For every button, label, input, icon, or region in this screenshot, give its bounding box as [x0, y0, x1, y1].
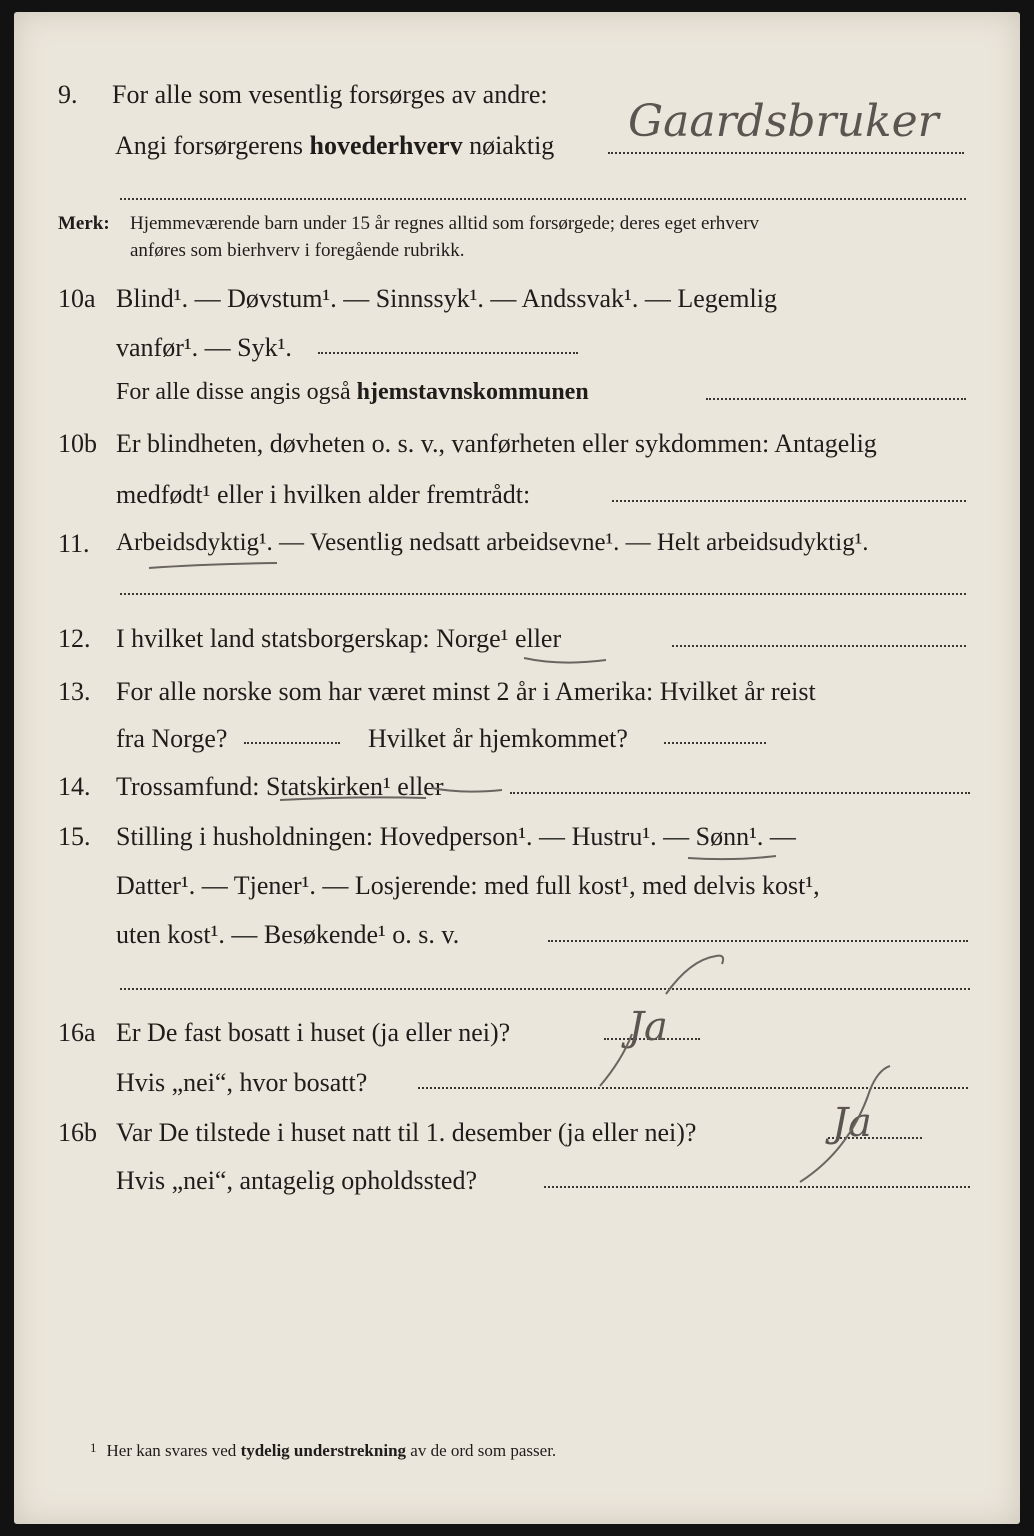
q10a-line1: Blind¹. — Døvstum¹. — Sinnssyk¹. — Andssvak¹. — Legemlig [116, 284, 777, 313]
q14-handwritten-underline [276, 780, 512, 806]
q13-number: 13. [58, 677, 91, 706]
q12-line1: I hvilket land statsborgerskap: Norge¹ eller [116, 624, 562, 653]
q9-line1: For alle som vesentlig forsørges av andre: [112, 80, 548, 109]
q16b-handwritten-answer: Ja [832, 1100, 872, 1146]
merk-line1: Hjemmeværende barn under 15 år regnes alltid som forsørgede; deres eget erhverv [130, 213, 760, 234]
merk-line2: anføres som bierhverv i foregående rubrikk. [130, 240, 465, 261]
q9-answer-line [608, 152, 964, 154]
q11-number: 11. [58, 529, 90, 558]
q14-number: 14. [58, 772, 91, 801]
q12-norge-underlined: Norge¹ [436, 624, 509, 653]
q13-line2a-dots [244, 742, 340, 744]
q10b-line2: medfødt¹ eller i hvilken alder fremtrådt: [116, 480, 531, 509]
q16a-line1: Er De fast bosatt i huset (ja eller nei)? [116, 1018, 511, 1047]
q15-line1: Stilling i husholdningen: Hovedperson¹. — Hustru¹. — Sønn¹. — [116, 822, 796, 851]
q16a-handwritten-stroke [592, 1030, 642, 1090]
q10a-number: 10a [58, 284, 96, 313]
q16b-line1: Var De tilstede i huset natt til 1. desember (ja eller nei)? [116, 1118, 697, 1147]
q11-line1: Arbeidsdyktig¹. — Vesentlig nedsatt arbeidsevne¹. — Helt arbeidsudyktig¹. [116, 529, 869, 556]
q15-line3-dots [548, 940, 968, 942]
footnote: $^1$ Her kan svares ved tydelig understrekning av de ord som passer. [90, 1440, 557, 1460]
q15-line2: Datter¹. — Tjener¹. — Losjerende: med full kost¹, med delvis kost¹, [116, 871, 820, 900]
q10a-line3: For alle disse angis også hjemstavnskommunen [116, 379, 589, 405]
q14-line1: Trossamfund: Statskirken¹ eller [116, 772, 444, 801]
q16a-handwritten-answer: Ja [628, 1004, 668, 1050]
q13-line1: For alle norske som har været minst 2 år i Amerika: Hvilket år reist [116, 677, 816, 706]
q10a-line2-dots [318, 352, 578, 354]
q14-line-dots [510, 792, 970, 794]
q16b-line2: Hvis „nei“, antagelig opholdssted? [116, 1166, 478, 1195]
q13-line2b-dots [664, 742, 766, 744]
q11-extra-line [120, 593, 966, 595]
q15-hustru-underlined: Hustru¹ [571, 822, 651, 851]
q15-handwritten-underline [684, 852, 784, 864]
q9-handwritten-answer: Gaardsbruker [628, 96, 939, 147]
q9-number: 9. [58, 80, 78, 109]
q15-extra-line [120, 988, 970, 990]
q10b-line2-dots [612, 500, 966, 502]
q12-handwritten-underline [520, 654, 610, 668]
q9-extra-line [120, 198, 966, 200]
q13-line2b: Hvilket år hjemkommet? [368, 724, 628, 753]
q12-line-dots [672, 645, 966, 647]
q15-handwritten-stroke [660, 950, 730, 1000]
q16b-line2-dots [544, 1186, 970, 1188]
q10b-number: 10b [58, 429, 97, 458]
q15-number: 15. [58, 822, 91, 851]
q15-line3: uten kost¹. — Besøkende¹ o. s. v. [116, 920, 460, 949]
footnote-mark: 1 [90, 1440, 97, 1455]
q10a-line3-dots [706, 398, 966, 400]
q11-handwritten-underline [145, 560, 285, 574]
q16a-line2: Hvis „nei“, hvor bosatt? [116, 1068, 368, 1097]
q16b-handwritten-stroke [780, 1060, 910, 1190]
q16a-number: 16a [58, 1018, 96, 1047]
q12-number: 12. [58, 624, 91, 653]
q14-statskirken-underlined: Statskirken¹ eller [266, 772, 444, 801]
q13-line2a: fra Norge? [116, 724, 228, 753]
merk-label: Merk: [58, 213, 110, 234]
q10b-line1: Er blindheten, døvheten o. s. v., vanførheten eller sykdommen: Antagelig [116, 429, 877, 458]
q10a-line2: vanfør¹. — Syk¹. [116, 333, 292, 362]
q16b-number: 16b [58, 1118, 97, 1147]
q9-line2: Angi forsørgerens hovederhverv nøiaktig [115, 131, 555, 160]
